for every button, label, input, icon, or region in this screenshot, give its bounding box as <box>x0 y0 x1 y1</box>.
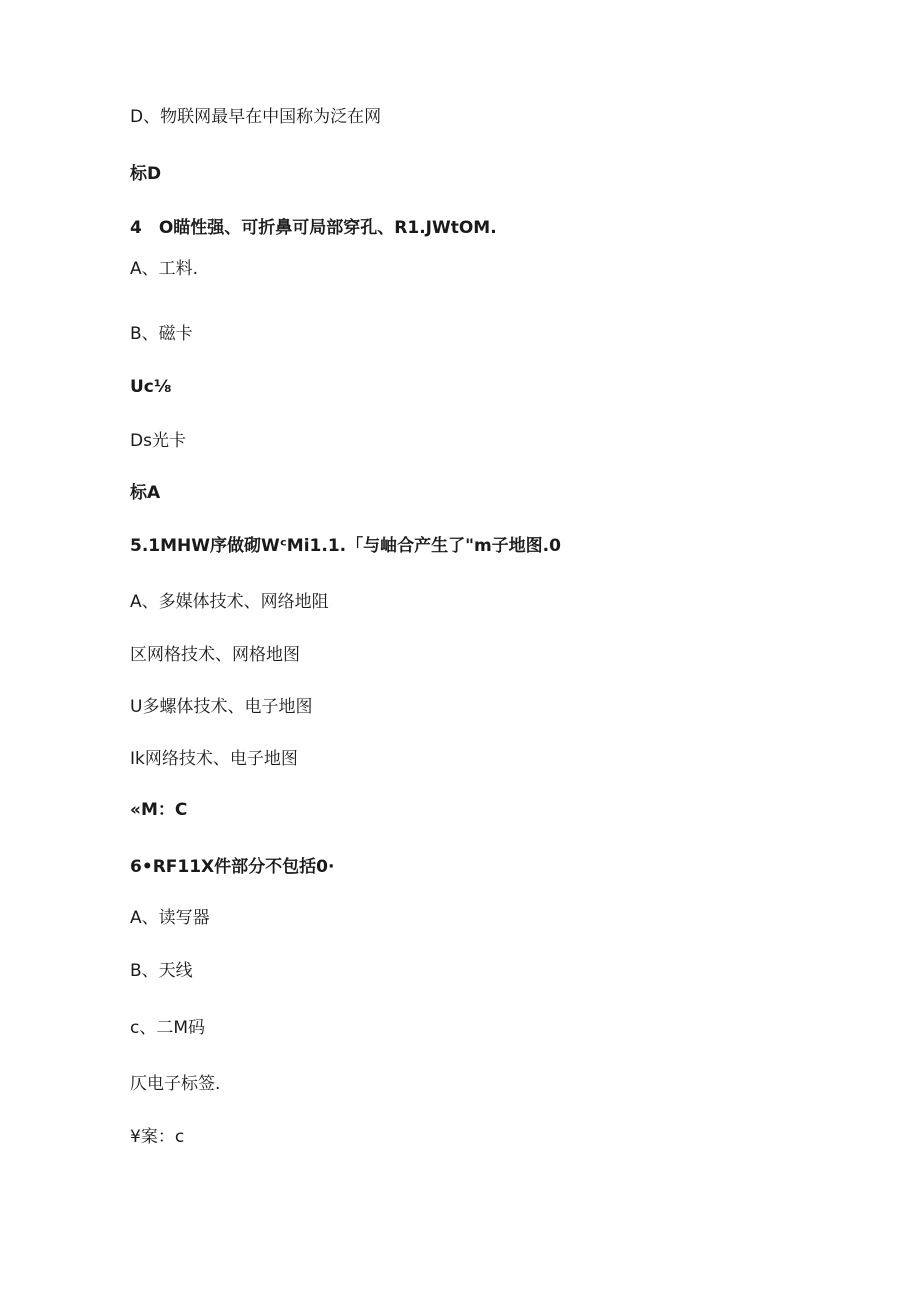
option-c-q4: Uc⅛ <box>130 377 172 397</box>
option-a-q6: A、读写器 <box>130 908 210 928</box>
option-d-q5: Ik网络技术、电子地图 <box>130 749 298 769</box>
answer-q3: 标D <box>130 164 162 184</box>
option-d-q3: D、物联网最早在中国称为泛在网 <box>130 107 382 127</box>
option-c-q6: c、二M码 <box>130 1018 206 1038</box>
option-b-q4: B、磁卡 <box>130 324 193 344</box>
answer-q5: «M：C <box>130 800 188 820</box>
option-d-q4: Ds光卡 <box>130 431 186 451</box>
question-5: 5.1MHW序做砌WᶜMi1.1.「与岫合产生了"m子地图.0 <box>130 536 561 556</box>
question-6: 6•RF11X件部分不包括0· <box>130 857 335 877</box>
option-a-q5: A、多媒体技术、网络地阻 <box>130 592 329 612</box>
option-a-q4: A、工料. <box>130 259 199 279</box>
answer-q6: ¥案：c <box>130 1127 185 1147</box>
option-d-q6: 仄电子标签. <box>130 1074 221 1094</box>
option-c-q5: U多螺体技术、电子地图 <box>130 697 313 717</box>
option-b-q6: B、天线 <box>130 961 193 981</box>
question-4: 4 O瞄性强、可折鼻可局部穿孔、R1.JWtOM. <box>130 218 497 238</box>
option-b-q5: 区网格技术、网格地图 <box>130 645 300 665</box>
answer-q4: 标A <box>130 483 161 503</box>
